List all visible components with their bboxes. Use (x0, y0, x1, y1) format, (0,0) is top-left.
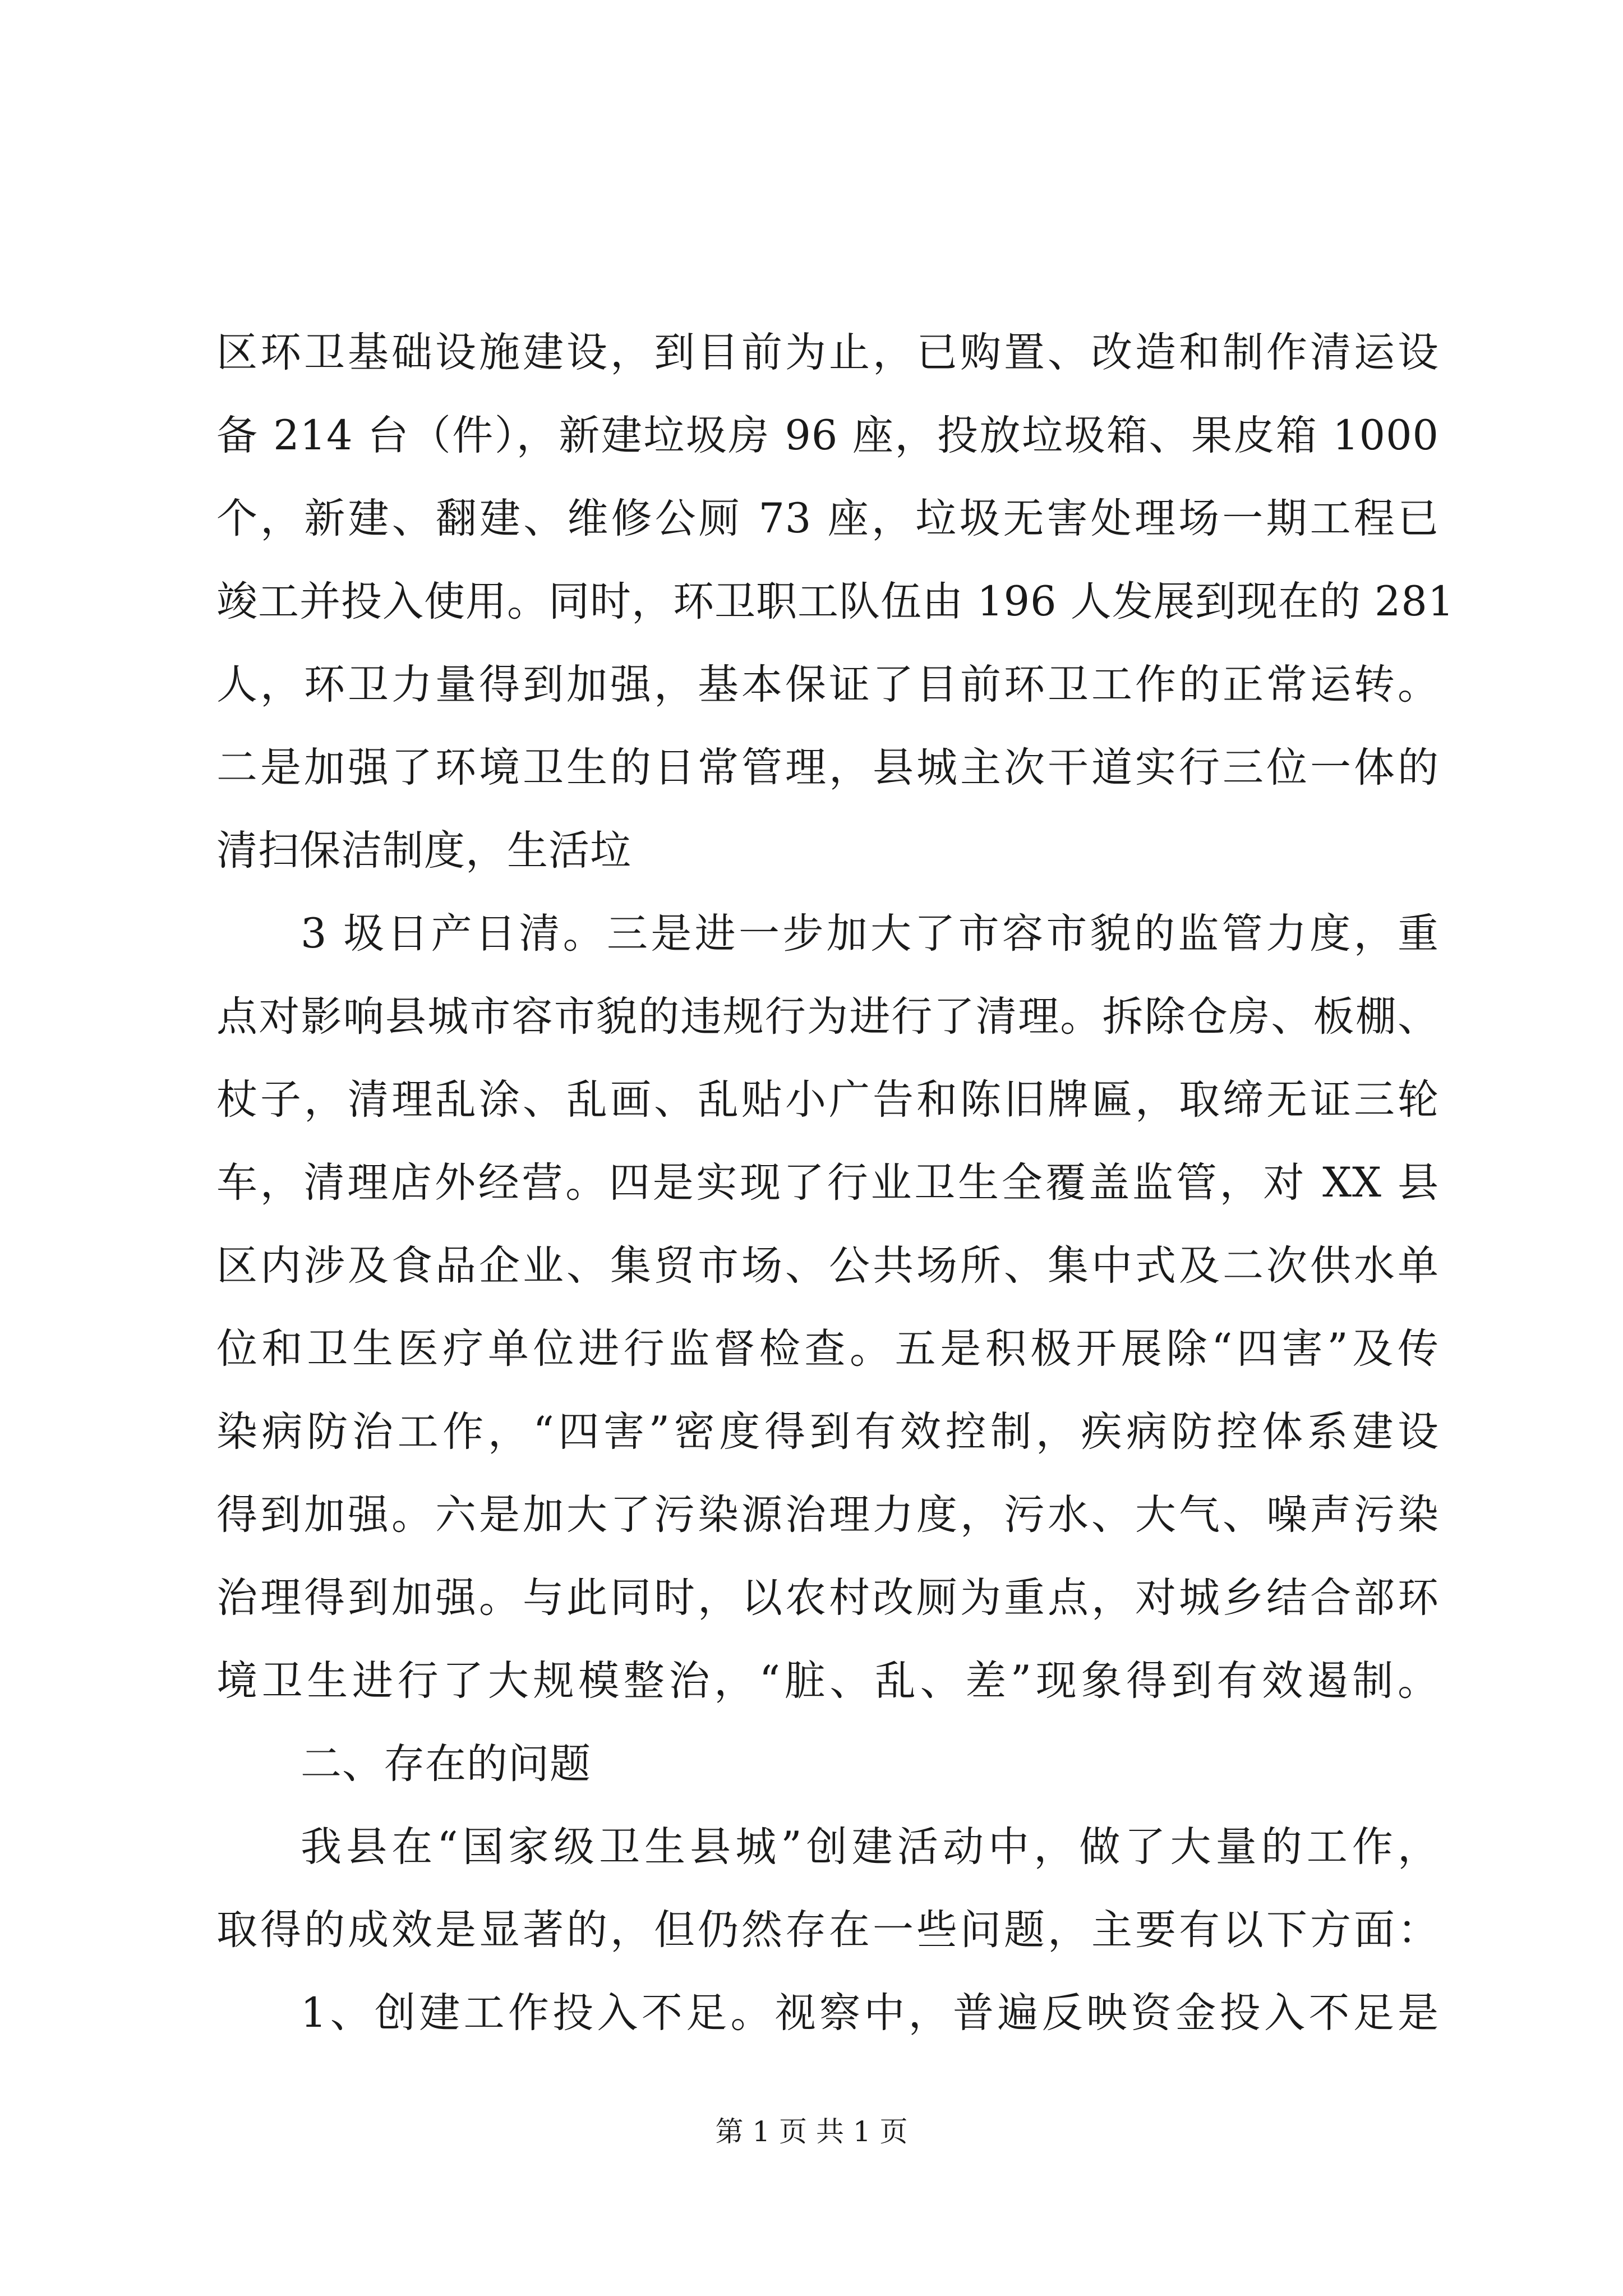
text-line: 车，清理店外经营。四是实现了行业卫生全覆盖监管，对 XX 县 (216, 1159, 1439, 1207)
page-footer (0, 2115, 1623, 2148)
text-line: 境卫生进行了大规模整治，“脏、乱、差”现象得到有效遏制。 (216, 1657, 1439, 1705)
document-body (216, 311, 1455, 2055)
text-line: 区环卫基础设施建设，到目前为止，已购置、改造和制作清运设 (216, 329, 1439, 376)
text-line: 3 圾日产日清。三是进一步加大了市容市貌的监管力度，重 (301, 910, 1439, 958)
text-line: 二是加强了环境卫生的日常管理，县城主次干道实行三位一体的 (216, 744, 1439, 792)
text-line: 人，环卫力量得到加强，基本保证了目前环卫工作的正常运转。 (216, 661, 1439, 708)
page-number-label: 第 1 页 共 1 页 (715, 2115, 908, 2148)
text-line: 位和卫生医疗单位进行监督检查。五是积极开展除“四害”及传 (216, 1325, 1439, 1373)
text-line: 备 214 台（件），新建垃圾房 96 座，投放垃圾箱、果皮箱 1000 (216, 412, 1439, 459)
text-line: 1、创建工作投入不足。视察中，普遍反映资金投入不足是 (301, 1989, 1439, 2037)
section-heading: 二、存在的问题 (301, 1740, 591, 1788)
text-line: 治理得到加强。与此同时，以农村改厕为重点，对城乡结合部环 (216, 1574, 1439, 1622)
text-line: 我县在“国家级卫生县城”创建活动中，做了大量的工作， (301, 1823, 1439, 1871)
text-line: 杖子，清理乱涂、乱画、乱贴小广告和陈旧牌匾，取缔无证三轮 (216, 1076, 1439, 1124)
text-line: 染病防治工作，“四害”密度得到有效控制，疾病防控体系建设 (216, 1408, 1439, 1456)
text-line: 清扫保洁制度，生活垃 (216, 827, 631, 875)
text-line: 取得的成效是显著的，但仍然存在一些问题，主要有以下方面： (216, 1906, 1439, 1954)
text-line: 点对影响县城市容市貌的违规行为进行了清理。拆除仓房、板棚、 (216, 993, 1439, 1041)
text-line: 区内涉及食品企业、集贸市场、公共场所、集中式及二次供水单 (216, 1242, 1439, 1290)
text-line: 个，新建、翻建、维修公厕 73 座，垃圾无害处理场一期工程已 (216, 495, 1439, 542)
text-line: 得到加强。六是加大了污染源治理力度，污水、大气、噪声污染 (216, 1491, 1439, 1539)
text-line: 竣工并投入使用。同时，环卫职工队伍由 196 人发展到现在的 281 (216, 578, 1455, 625)
